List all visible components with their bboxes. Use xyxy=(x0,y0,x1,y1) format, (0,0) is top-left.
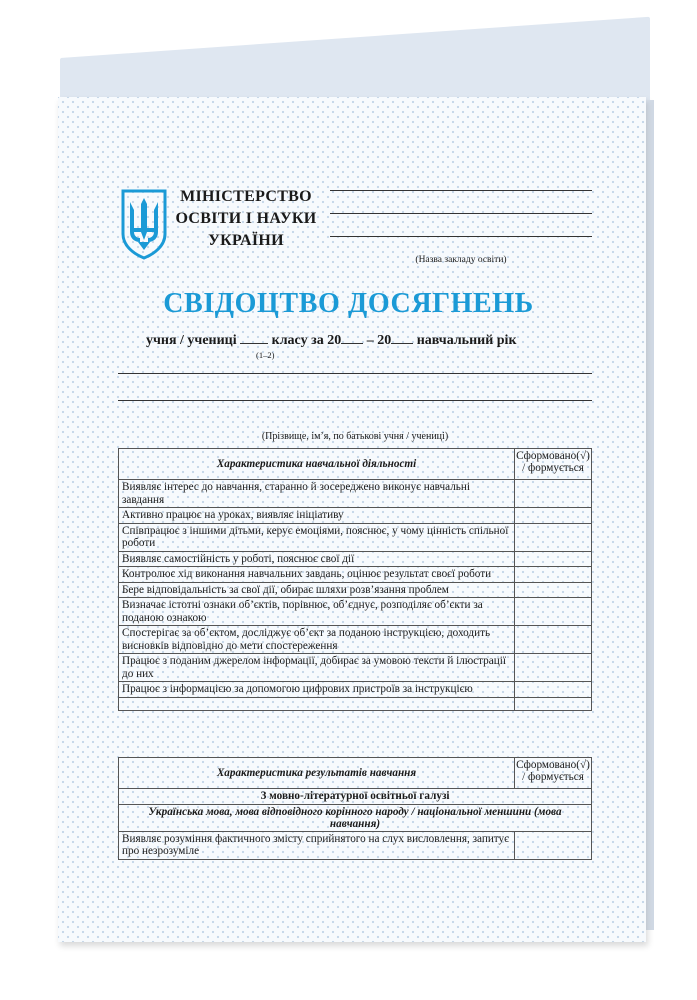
year-end-blank[interactable] xyxy=(391,333,413,344)
mark-cell[interactable] xyxy=(515,523,592,551)
criterion-text: Виявляє самостійність у роботі, пояснює свої дії xyxy=(119,551,515,567)
criterion-text: Виявляє розуміння фактичного змісту сприйнятого на слух висловлення, запитує про незрозуміле xyxy=(119,831,515,859)
student-name-line[interactable] xyxy=(118,400,592,401)
subtitle-line xyxy=(146,333,517,349)
mark-header: Сформовано(√) / формується xyxy=(515,758,592,789)
year-start-label: 20 xyxy=(327,333,342,348)
mark-cell[interactable] xyxy=(515,654,592,682)
criterion-text: Виявляє інтерес до навчання, старанно й зосереджено виконує навчальні завдання xyxy=(119,480,515,508)
ministry-name xyxy=(170,186,322,252)
mark-cell[interactable] xyxy=(515,567,592,583)
year-label: навчальний рік xyxy=(416,333,517,348)
student-name-line[interactable] xyxy=(118,373,592,374)
table-row xyxy=(119,582,592,598)
criterion-text: Працює з поданим джерелом інформації, добирає за умовою тексти й ілюстрації до них xyxy=(119,654,515,682)
school-name-line[interactable] xyxy=(330,190,592,191)
criterion-text: Бере відповідальність за свої дії, обирає шляхи розв’язання проблем xyxy=(119,582,515,598)
mark-cell[interactable] xyxy=(515,551,592,567)
section-row xyxy=(119,789,592,805)
mark-cell[interactable] xyxy=(515,508,592,524)
mark-cell[interactable] xyxy=(515,582,592,598)
mark-cell[interactable] xyxy=(515,697,592,710)
mark-cell[interactable] xyxy=(515,598,592,626)
year-dash: – xyxy=(366,333,374,348)
table-row xyxy=(119,480,592,508)
table-row xyxy=(119,523,592,551)
table-row xyxy=(119,831,592,859)
criterion-text: Співпрацює з іншими дітьми, керує емоціями, пояснює, у чому цінність спільної роботи xyxy=(119,523,515,551)
table-row xyxy=(119,682,592,698)
empty-cell xyxy=(119,697,515,710)
school-name-line[interactable] xyxy=(330,236,592,237)
ministry-line-3: УКРАЇНИ xyxy=(208,232,284,249)
student-label: учня / учениці xyxy=(146,333,237,348)
results-table xyxy=(118,757,592,860)
year-end-label: 20 xyxy=(377,333,392,348)
criterion-text: Контролює хід виконання навчальних завдань, оцінює результат своєї роботи xyxy=(119,567,515,583)
table-row xyxy=(119,654,592,682)
mark-cell[interactable] xyxy=(515,480,592,508)
page-title: СВІДОЦТВО ДОСЯГНЕНЬ xyxy=(163,288,534,319)
empty-row xyxy=(119,697,592,710)
table-row xyxy=(119,626,592,654)
trident-emblem-icon xyxy=(120,188,168,260)
grade-blank[interactable] xyxy=(240,333,268,344)
criterion-text: Працює з інформацією за допомогою цифрових пристроїв за інструкцією xyxy=(119,682,515,698)
activity-header: Характеристика навчальної діяльності xyxy=(119,449,515,480)
class-label: класу за xyxy=(271,333,324,348)
mark-header: Сформовано(√) / формується xyxy=(515,449,592,480)
school-caption: (Назва закладу освіти) xyxy=(415,255,507,265)
year-start-blank[interactable] xyxy=(341,333,363,344)
school-name-lines xyxy=(330,190,592,259)
section-title: З мовно-літературної освітньої галузі xyxy=(119,789,592,805)
table-row xyxy=(119,567,592,583)
activity-table xyxy=(118,448,592,711)
subsection-row xyxy=(119,804,592,831)
results-header: Характеристика результатів навчання xyxy=(119,758,515,789)
school-name-line[interactable] xyxy=(330,213,592,214)
mark-cell[interactable] xyxy=(515,682,592,698)
table-row xyxy=(119,598,592,626)
ministry-line-2: ОСВІТИ І НАУКИ xyxy=(175,210,317,227)
student-name-lines xyxy=(118,373,592,427)
grade-hint: (1–2) xyxy=(256,350,275,360)
table-header-row xyxy=(119,758,592,789)
criterion-text: Визначає істотні ознаки об’єктів, порівнює, об’єднує, розподіляє об’єкти за поданою ознакою xyxy=(119,598,515,626)
table-row xyxy=(119,551,592,567)
mark-cell[interactable] xyxy=(515,626,592,654)
ministry-line-1: МІНІСТЕРСТВО xyxy=(180,188,312,205)
mark-cell[interactable] xyxy=(515,831,592,859)
student-name-caption: (Прізвище, ім’я, по батькові учня / учениці) xyxy=(261,431,449,442)
criterion-text: Активно працює на уроках, виявляє ініціативу xyxy=(119,508,515,524)
table-header-row xyxy=(119,449,592,480)
criterion-text: Спостерігає за об’єктом, досліджує об’єкт за поданою інструкцією, доходить висновків відповідно до мети спостереження xyxy=(119,626,515,654)
table-row xyxy=(119,508,592,524)
subsection-title: Українська мова, мова відповідного корінного народу / національної меншини (мова навчання) xyxy=(119,804,592,831)
